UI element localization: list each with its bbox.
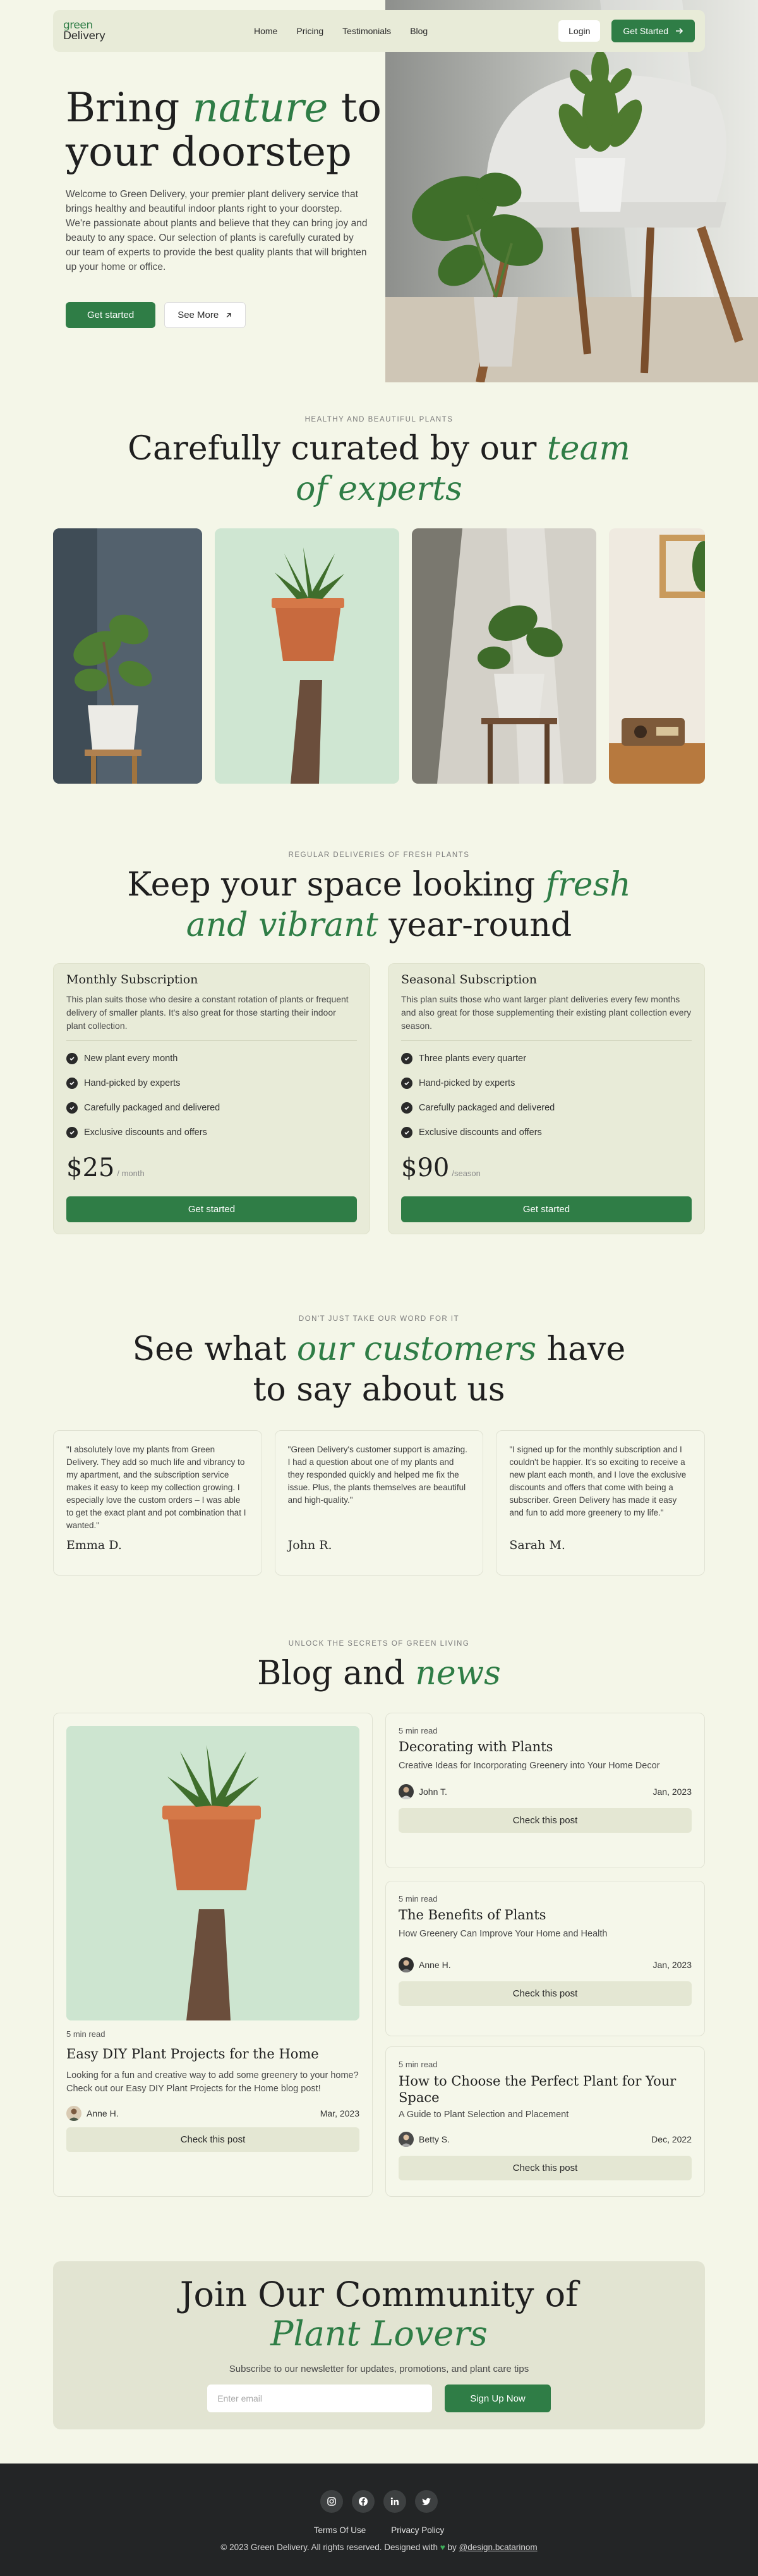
check-post-button[interactable]: Check this post: [399, 1981, 692, 2006]
hero-image: [385, 0, 758, 382]
footer: [0, 2464, 758, 2576]
plan-feature: [401, 1120, 692, 1145]
gallery-image: [412, 528, 596, 784]
check-icon: [401, 1102, 412, 1114]
testimonial-quote: "Green Delivery's customer support is amazing. I had a question about one of my plants and they responded quickly and helped me fix the issue. Plus, the plants themselves are beautiful and high-quality.": [287, 1445, 467, 1505]
post-date: Jan, 2023: [653, 1960, 692, 1970]
pricing-title-2: year-round: [388, 906, 572, 944]
blog-post-card: [385, 1881, 705, 2036]
post-subtitle: Creative Ideas for Incorporating Greenery into Your Home Decor: [399, 1761, 660, 1771]
blog-title: [0, 1653, 758, 1694]
plan-price: [66, 1153, 357, 1182]
plan-feature: [66, 1046, 357, 1071]
testimonials-title-3: to say about us: [253, 1371, 505, 1409]
pricing-plans: [53, 963, 705, 1234]
plan-feature-label: Exclusive discounts and offers: [84, 1127, 207, 1138]
post-author-name: Betty S.: [419, 2134, 450, 2144]
testimonial-list: [53, 1430, 705, 1576]
gallery-title-1: Carefully curated by our: [128, 430, 537, 468]
logo[interactable]: [63, 20, 114, 42]
testimonial-author: John R.: [287, 1538, 332, 1552]
plan-feature-label: New plant every month: [84, 1053, 178, 1064]
testimonial-card: [53, 1430, 262, 1576]
social-links: [0, 2490, 758, 2513]
post-author: [399, 1784, 447, 1799]
post-title[interactable]: How to Choose the Perfect Plant for Your Space: [399, 2074, 677, 2105]
pricing-title: [0, 865, 758, 945]
plan-description: This plan suits those who desire a constant rotation of plants or frequent delivery of smaller plants. It's also great for those starting their indoor plant collection.: [66, 993, 357, 1041]
plan-features: [66, 1046, 357, 1145]
post-author-name: Anne H.: [87, 2108, 119, 2118]
gallery-title: [0, 428, 758, 509]
newsletter-title-accent: Plant Lovers: [270, 2314, 488, 2354]
read-time: 5 min read: [399, 1894, 438, 1904]
post-date: Mar, 2023: [320, 2108, 359, 2118]
plan-description: This plan suits those who want larger plant deliveries every few months and also great for those supplementing their existing plant collection every season.: [401, 993, 692, 1041]
plan-features: [401, 1046, 692, 1145]
nav-link-home[interactable]: Home: [254, 26, 278, 36]
check-icon: [66, 1053, 78, 1064]
newsletter-section: [53, 2261, 705, 2429]
testimonials-title-accent: our customers: [296, 1330, 537, 1368]
plan-feature: [401, 1071, 692, 1095]
blog-post-card: [385, 2046, 705, 2197]
post-meta: [399, 1784, 692, 1799]
pricing-eyebrow: REGULAR DELIVERIES OF FRESH PLANTS: [288, 851, 470, 859]
sign-up-button[interactable]: Sign Up Now: [445, 2385, 551, 2412]
email-input[interactable]: [207, 2385, 432, 2412]
post-date: Jan, 2023: [653, 1787, 692, 1797]
testimonials-title: [0, 1329, 758, 1410]
instagram-icon[interactable]: [320, 2490, 343, 2513]
nav-get-started-label: Get Started: [623, 26, 668, 36]
nav-link-testimonials[interactable]: Testimonials: [342, 26, 392, 36]
avatar: [399, 1784, 414, 1799]
plan-feature-label: Hand-picked by experts: [419, 1078, 515, 1088]
plan-name: Seasonal Subscription: [401, 973, 537, 987]
post-excerpt: Looking for a fun and creative way to add some greenery to your home? Check out our Easy DIY Plant Projects for the Home blog post!: [66, 2070, 359, 2094]
login-button[interactable]: Login: [558, 20, 600, 42]
hero-section: [0, 0, 758, 382]
testimonial-card: [496, 1430, 705, 1576]
plan-feature-label: Carefully packaged and delivered: [419, 1102, 555, 1113]
twitter-icon[interactable]: [415, 2490, 438, 2513]
check-icon: [401, 1053, 412, 1064]
hero-description: Welcome to Green Delivery, your premier plant delivery service that brings healthy and beautiful indoor plants right to your doorstep. We're passionate about plants and believe that they can bring joy and beauty to any space. Our selection of plants is carefully curated by our team of experts to provide the best quality plants that will brighten up your home or office.: [66, 189, 368, 272]
post-author: [66, 2106, 119, 2121]
nav-link-blog[interactable]: Blog: [410, 26, 428, 36]
newsletter-form: [53, 2385, 705, 2412]
terms-link[interactable]: Terms Of Use: [313, 2525, 366, 2535]
arrow-right-icon: [675, 27, 683, 35]
heart-icon: ♥: [440, 2543, 445, 2552]
nav-get-started-button[interactable]: [611, 20, 695, 42]
gallery-title-accent-2: of experts: [296, 470, 462, 508]
plan-feature: [66, 1120, 357, 1145]
check-icon: [66, 1078, 78, 1089]
copyright: [0, 2543, 758, 2552]
arrow-up-right-icon: [225, 312, 232, 319]
plan-price-amount: $25: [66, 1153, 115, 1182]
post-date: Dec, 2022: [651, 2134, 692, 2144]
plant-gallery[interactable]: [53, 528, 705, 784]
featured-post-image: [66, 1726, 359, 2020]
plan-card-monthly: [53, 963, 370, 1234]
plan-price-amount: $90: [401, 1153, 450, 1182]
designer-link[interactable]: @design.bcatarinom: [459, 2543, 538, 2552]
plan-feature: [66, 1071, 357, 1095]
check-icon: [66, 1127, 78, 1138]
testimonials-title-1: See what: [132, 1330, 287, 1368]
logo-top: green: [63, 19, 93, 32]
nav-actions: [558, 20, 695, 42]
post-meta: [399, 1957, 692, 1972]
read-time: 5 min read: [66, 2029, 105, 2039]
nav-link-pricing[interactable]: Pricing: [296, 26, 324, 36]
testimonial-quote: "I absolutely love my plants from Green Delivery. They add so much life and vibrancy to my apartment, and the subscription service makes it easy to keep my collection growing. I especially love the custom orders – I was able to get the exact plant and pot combination that I wanted.": [66, 1445, 246, 1530]
check-post-button[interactable]: Check this post: [399, 2156, 692, 2180]
plan-card-seasonal: [388, 963, 705, 1234]
newsletter-title: [53, 2275, 705, 2354]
post-meta: [66, 2106, 359, 2121]
check-post-button[interactable]: Check this post: [66, 2127, 359, 2152]
post-author: [399, 1957, 451, 1972]
facebook-icon[interactable]: [352, 2490, 375, 2513]
plan-feature: [66, 1095, 357, 1120]
gallery-image: [609, 528, 705, 784]
plan-get-started-button[interactable]: Get started: [66, 1196, 357, 1222]
see-more-button[interactable]: [164, 302, 246, 328]
linkedin-icon[interactable]: [383, 2490, 406, 2513]
blog-title-1: Blog and: [257, 1655, 405, 1692]
plan-feature: [401, 1095, 692, 1120]
testimonial-quote: "I signed up for the monthly subscription and I couldn't be happier. It's so exciting to receive a new plant each month, and I love the exclusive discounts and offers that come with being a subscriber. Green Delivery has made it easy and fun to add more greenery to my life.": [509, 1445, 687, 1517]
testimonials-eyebrow: DON'T JUST TAKE OUR WORD FOR IT: [298, 1315, 460, 1323]
avatar: [399, 2132, 414, 2147]
post-subtitle: A Guide to Plant Selection and Placement: [399, 2110, 569, 2120]
copyright-text-1: © 2023 Green Delivery. All rights reserved. Designed with: [220, 2543, 438, 2552]
hero-title: [66, 86, 382, 174]
nav-links: [254, 26, 428, 36]
newsletter-title-1: Join Our Community of: [179, 2275, 579, 2314]
pricing-title-accent-1: fresh: [545, 866, 631, 904]
plan-feature-label: Three plants every quarter: [419, 1053, 527, 1064]
logo-bottom: Delivery: [63, 30, 105, 42]
plan-price: [401, 1153, 692, 1182]
plan-get-started-button[interactable]: Get started: [401, 1196, 692, 1222]
post-title[interactable]: The Benefits of Plants: [399, 1907, 546, 1923]
see-more-label: See More: [177, 310, 219, 320]
plan-feature-label: Exclusive discounts and offers: [419, 1127, 542, 1138]
pricing-title-accent-2: and vibrant: [186, 906, 378, 944]
testimonials-title-2: have: [546, 1330, 626, 1368]
post-author-name: John T.: [419, 1787, 447, 1797]
footer-links: [0, 2525, 758, 2535]
gallery-title-accent-1: team: [546, 430, 630, 468]
hero-title-1: Bring: [66, 85, 180, 131]
post-author-name: Anne H.: [419, 1960, 451, 1970]
newsletter-subtitle: Subscribe to our newsletter for updates, promotions, and plant care tips: [229, 2364, 529, 2374]
hero-actions: [66, 302, 246, 328]
pricing-title-1: Keep your space looking: [127, 866, 536, 904]
blog-eyebrow: UNLOCK THE SECRETS OF GREEN LIVING: [288, 1640, 470, 1648]
plan-price-period: / month: [117, 1169, 145, 1178]
post-title[interactable]: Decorating with Plants: [399, 1739, 553, 1754]
plan-feature-label: Hand-picked by experts: [84, 1078, 181, 1088]
read-time: 5 min read: [399, 2060, 438, 2069]
read-time: 5 min read: [399, 1726, 438, 1735]
blog-title-accent: news: [415, 1655, 501, 1692]
blog-post-card: [385, 1713, 705, 1868]
testimonial-author: Sarah M.: [509, 1538, 565, 1552]
plan-price-period: /season: [452, 1169, 481, 1178]
hero-title-accent: nature: [192, 85, 328, 131]
post-meta: [399, 2132, 692, 2147]
post-author: [399, 2132, 450, 2147]
gallery-eyebrow: HEALTHY AND BEAUTIFUL PLANTS: [304, 416, 454, 423]
testimonial-card: [275, 1430, 484, 1576]
hero-title-3: your doorstep: [66, 129, 352, 176]
gallery-image: [215, 528, 399, 784]
top-nav: [53, 10, 705, 52]
featured-post-card: [53, 1713, 373, 2197]
privacy-link[interactable]: Privacy Policy: [391, 2525, 445, 2535]
hero-title-2: to: [340, 85, 382, 131]
testimonial-author: Emma D.: [66, 1538, 122, 1552]
check-post-button[interactable]: Check this post: [399, 1808, 692, 1833]
check-icon: [401, 1127, 412, 1138]
gallery-image: [53, 528, 202, 784]
check-icon: [66, 1102, 78, 1114]
plan-name: Monthly Subscription: [66, 973, 198, 987]
plan-feature: [401, 1046, 692, 1071]
copyright-text-2: by: [447, 2543, 457, 2552]
hero-get-started-button[interactable]: Get started: [66, 302, 155, 328]
avatar: [66, 2106, 81, 2121]
check-icon: [401, 1078, 412, 1089]
avatar: [399, 1957, 414, 1972]
post-title[interactable]: Easy DIY Plant Projects for the Home: [66, 2046, 319, 2062]
plan-feature-label: Carefully packaged and delivered: [84, 1102, 220, 1113]
post-subtitle: How Greenery Can Improve Your Home and Health: [399, 1929, 608, 1939]
